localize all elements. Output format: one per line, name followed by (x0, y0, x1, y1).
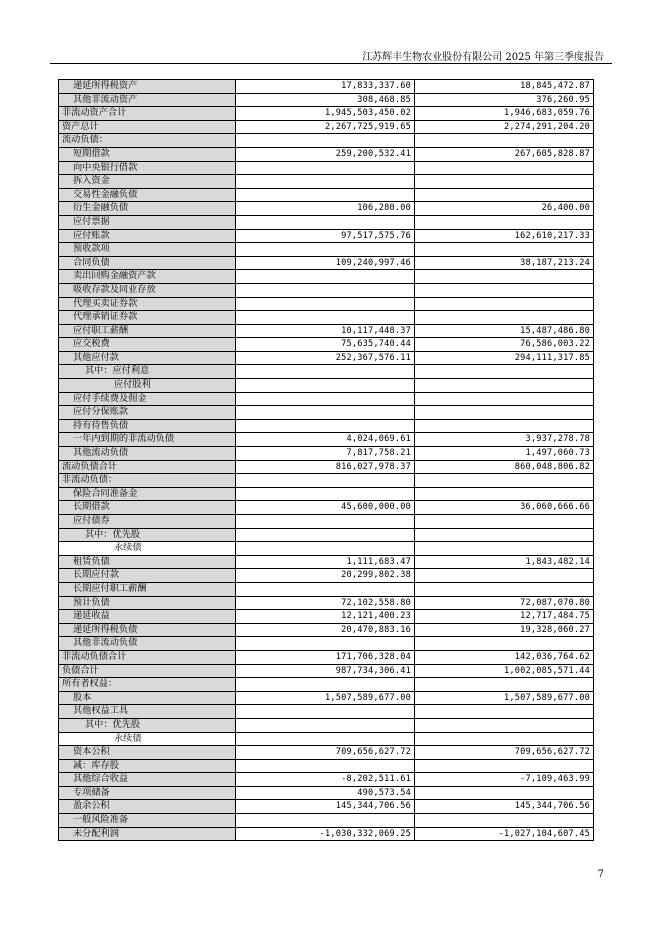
table-row (59, 175, 594, 189)
period-end-value (236, 718, 415, 732)
year-begin-value: 18,845,472.87 (415, 80, 594, 94)
row-label: 衍生金融负债 (59, 202, 236, 216)
period-end-value: 145,344,706.56 (236, 800, 415, 814)
balance-sheet-table (58, 79, 594, 841)
page-number: 7 (597, 869, 604, 880)
row-label: 吸收存款及同业存放 (59, 283, 236, 297)
year-begin-value: 76,586,003.22 (415, 338, 594, 352)
row-label: 卖出回购金融资产款 (59, 270, 236, 284)
year-begin-value: 1,497,060.73 (415, 447, 594, 461)
period-end-value (236, 582, 415, 596)
row-label: 非流动资产合计 (59, 107, 236, 121)
table-row (59, 120, 594, 134)
row-label: 租赁负债 (59, 555, 236, 569)
row-label: 减：库存股 (59, 759, 236, 773)
table-row (59, 718, 594, 732)
period-end-value: 97,517,575.76 (236, 229, 415, 243)
year-begin-value (415, 297, 594, 311)
row-label: 永续债 (59, 542, 236, 556)
table-row (59, 107, 594, 121)
period-end-value: 816,027,978.37 (236, 460, 415, 474)
table-row (59, 705, 594, 719)
period-end-value (236, 678, 415, 692)
year-begin-value (415, 215, 594, 229)
row-label: 所有者权益： (59, 678, 236, 692)
row-label: 保险合同准备金 (59, 487, 236, 501)
year-begin-value (415, 814, 594, 828)
year-begin-value: 3,937,278.78 (415, 433, 594, 447)
period-end-value (236, 283, 415, 297)
period-end-value (236, 365, 415, 379)
row-label: 其中：应付利息 (59, 365, 236, 379)
period-end-value: 709,656,627.72 (236, 746, 415, 760)
table-row (59, 188, 594, 202)
table-row (59, 270, 594, 284)
table-row (59, 637, 594, 651)
row-label: 流动负债： (59, 134, 236, 148)
year-begin-value (415, 406, 594, 420)
period-end-value: 4,024,069.61 (236, 433, 415, 447)
table-row (59, 419, 594, 433)
period-end-value: 1,507,589,677.00 (236, 691, 415, 705)
year-begin-value (415, 188, 594, 202)
table-row (59, 93, 594, 107)
table-row (59, 678, 594, 692)
table-row (59, 311, 594, 325)
table-row (59, 650, 594, 664)
table-row (59, 773, 594, 787)
year-begin-value: -7,109,463.99 (415, 773, 594, 787)
period-end-value (236, 215, 415, 229)
table-row (59, 80, 594, 94)
year-begin-value: 142,036,764.62 (415, 650, 594, 664)
row-label: 其中：优先股 (59, 718, 236, 732)
table-row (59, 351, 594, 365)
balance-sheet-body (59, 80, 594, 841)
year-begin-value: 267,605,828.87 (415, 147, 594, 161)
table-row (59, 623, 594, 637)
table-row (59, 134, 594, 148)
table-row (59, 732, 594, 746)
row-label: 其中：优先股 (59, 528, 236, 542)
table-row (59, 569, 594, 583)
row-label: 永续债 (59, 732, 236, 746)
row-label: 资产总计 (59, 120, 236, 134)
year-begin-value (415, 528, 594, 542)
period-end-value (236, 161, 415, 175)
year-begin-value: 38,187,213.24 (415, 256, 594, 270)
year-begin-value (415, 542, 594, 556)
row-label: 应付债券 (59, 515, 236, 529)
table-row (59, 610, 594, 624)
year-begin-value (415, 283, 594, 297)
period-end-value: 2,267,725,919.65 (236, 120, 415, 134)
row-label: 资本公积 (59, 746, 236, 760)
period-end-value (236, 406, 415, 420)
row-label: 股本 (59, 691, 236, 705)
year-begin-value: 1,002,085,571.44 (415, 664, 594, 678)
row-label: 应付手续费及佣金 (59, 392, 236, 406)
row-label: 长期应付款 (59, 569, 236, 583)
table-row (59, 161, 594, 175)
table-row (59, 786, 594, 800)
period-end-value: 20,470,883.16 (236, 623, 415, 637)
year-begin-value: 860,048,806.82 (415, 460, 594, 474)
report-header: 江苏辉丰生物农业股份有限公司 2025 年第三季度报告 (362, 52, 604, 63)
row-label: 负债合计 (59, 664, 236, 678)
period-end-value: 109,240,997.46 (236, 256, 415, 270)
period-end-value (236, 270, 415, 284)
year-begin-value (415, 270, 594, 284)
period-end-value: 45,600,000.00 (236, 501, 415, 515)
row-label: 长期应付职工薪酬 (59, 582, 236, 596)
table-row (59, 406, 594, 420)
period-end-value: 1,945,503,450.02 (236, 107, 415, 121)
year-begin-value (415, 392, 594, 406)
period-end-value (236, 392, 415, 406)
year-begin-value (415, 419, 594, 433)
table-row (59, 202, 594, 216)
row-label: 递延收益 (59, 610, 236, 624)
period-end-value (236, 637, 415, 651)
year-begin-value (415, 786, 594, 800)
period-end-value (236, 419, 415, 433)
period-end-value: 10,117,448.37 (236, 324, 415, 338)
period-end-value: 171,706,328.04 (236, 650, 415, 664)
period-end-value: 17,833,337.60 (236, 80, 415, 94)
period-end-value: 72,102,558.80 (236, 596, 415, 610)
year-begin-value: 376,260.95 (415, 93, 594, 107)
year-begin-value (415, 705, 594, 719)
header-rule (50, 63, 612, 64)
period-end-value: 308,468.85 (236, 93, 415, 107)
table-row (59, 297, 594, 311)
row-label: 非流动负债合计 (59, 650, 236, 664)
period-end-value: 20,299,802.38 (236, 569, 415, 583)
year-begin-value (415, 569, 594, 583)
row-label: 其他非流动资产 (59, 93, 236, 107)
period-end-value (236, 379, 415, 393)
row-label: 其他综合收益 (59, 773, 236, 787)
table-row (59, 542, 594, 556)
period-end-value: -8,202,511.61 (236, 773, 415, 787)
period-end-value: 252,367,576.11 (236, 351, 415, 365)
period-end-value: 75,635,740.44 (236, 338, 415, 352)
row-label: 应交税费 (59, 338, 236, 352)
row-label: 一年内到期的非流动负债 (59, 433, 236, 447)
period-end-value (236, 297, 415, 311)
row-label: 应付股利 (59, 379, 236, 393)
table-row (59, 474, 594, 488)
period-end-value: -1,030,332,069.25 (236, 827, 415, 841)
table-row (59, 501, 594, 515)
row-label: 代理承销证券款 (59, 311, 236, 325)
row-label: 长期借款 (59, 501, 236, 515)
table-row (59, 664, 594, 678)
period-end-value: 7,817,758.21 (236, 447, 415, 461)
table-row (59, 229, 594, 243)
year-begin-value: 1,946,683,059.76 (415, 107, 594, 121)
table-row (59, 365, 594, 379)
row-label: 拆入资金 (59, 175, 236, 189)
row-label: 合同负债 (59, 256, 236, 270)
row-label: 代理买卖证券款 (59, 297, 236, 311)
table-row (59, 147, 594, 161)
period-end-value (236, 188, 415, 202)
table-row (59, 515, 594, 529)
year-begin-value (415, 759, 594, 773)
year-begin-value: 36,060,666.66 (415, 501, 594, 515)
row-label: 专项储备 (59, 786, 236, 800)
year-begin-value (415, 637, 594, 651)
year-begin-value: 2,274,291,204.20 (415, 120, 594, 134)
row-label: 其他非流动负债 (59, 637, 236, 651)
table-row (59, 324, 594, 338)
year-begin-value: 19,328,060.27 (415, 623, 594, 637)
table-row (59, 555, 594, 569)
table-row (59, 691, 594, 705)
table-row (59, 746, 594, 760)
period-end-value (236, 759, 415, 773)
row-label: 应付票据 (59, 215, 236, 229)
period-end-value (236, 487, 415, 501)
row-label: 持有待售负债 (59, 419, 236, 433)
year-begin-value (415, 487, 594, 501)
period-end-value (236, 474, 415, 488)
row-label: 向中央银行借款 (59, 161, 236, 175)
row-label: 流动负债合计 (59, 460, 236, 474)
table-row (59, 215, 594, 229)
year-begin-value (415, 243, 594, 257)
year-begin-value (415, 379, 594, 393)
period-end-value (236, 542, 415, 556)
year-begin-value: -1,027,104,607.45 (415, 827, 594, 841)
row-label: 其他应付款 (59, 351, 236, 365)
row-label: 短期借款 (59, 147, 236, 161)
table-row (59, 582, 594, 596)
year-begin-value (415, 732, 594, 746)
table-row (59, 447, 594, 461)
row-label: 应付职工薪酬 (59, 324, 236, 338)
year-begin-value (415, 311, 594, 325)
year-begin-value: 72,087,070.80 (415, 596, 594, 610)
year-begin-value (415, 718, 594, 732)
period-end-value: 259,200,532.41 (236, 147, 415, 161)
year-begin-value: 15,487,486.80 (415, 324, 594, 338)
period-end-value: 1,111,683.47 (236, 555, 415, 569)
period-end-value (236, 732, 415, 746)
row-label: 预收款项 (59, 243, 236, 257)
period-end-value (236, 243, 415, 257)
row-label: 递延所得税资产 (59, 80, 236, 94)
year-begin-value (415, 474, 594, 488)
year-begin-value: 145,344,706.56 (415, 800, 594, 814)
table-row (59, 827, 594, 841)
period-end-value (236, 705, 415, 719)
table-row (59, 528, 594, 542)
table-row (59, 433, 594, 447)
period-end-value (236, 814, 415, 828)
table-row (59, 596, 594, 610)
period-end-value: 12,121,400.23 (236, 610, 415, 624)
table-row (59, 487, 594, 501)
table-row (59, 283, 594, 297)
period-end-value (236, 175, 415, 189)
year-begin-value: 709,656,627.72 (415, 746, 594, 760)
table-row (59, 800, 594, 814)
year-begin-value (415, 175, 594, 189)
row-label: 应付分保账款 (59, 406, 236, 420)
year-begin-value: 1,843,482.14 (415, 555, 594, 569)
period-end-value (236, 528, 415, 542)
year-begin-value (415, 365, 594, 379)
year-begin-value: 1,507,589,677.00 (415, 691, 594, 705)
period-end-value (236, 311, 415, 325)
year-begin-value (415, 678, 594, 692)
year-begin-value: 26,400.00 (415, 202, 594, 216)
table-row (59, 338, 594, 352)
period-end-value: 490,573.54 (236, 786, 415, 800)
row-label: 未分配利润 (59, 827, 236, 841)
period-end-value (236, 134, 415, 148)
row-label: 预计负债 (59, 596, 236, 610)
year-begin-value: 162,610,217.33 (415, 229, 594, 243)
table-row (59, 392, 594, 406)
row-label: 递延所得税负债 (59, 623, 236, 637)
table-row (59, 814, 594, 828)
period-end-value: 106,280.00 (236, 202, 415, 216)
table-row (59, 460, 594, 474)
row-label: 非流动负债： (59, 474, 236, 488)
period-end-value: 987,734,306.41 (236, 664, 415, 678)
year-begin-value: 12,717,484.75 (415, 610, 594, 624)
row-label: 交易性金融负债 (59, 188, 236, 202)
row-label: 其他流动负债 (59, 447, 236, 461)
table-row (59, 256, 594, 270)
period-end-value (236, 515, 415, 529)
year-begin-value (415, 161, 594, 175)
table-row (59, 379, 594, 393)
row-label: 其他权益工具 (59, 705, 236, 719)
year-begin-value: 294,111,317.85 (415, 351, 594, 365)
year-begin-value (415, 582, 594, 596)
table-row (59, 243, 594, 257)
row-label: 盈余公积 (59, 800, 236, 814)
row-label: 应付账款 (59, 229, 236, 243)
year-begin-value (415, 134, 594, 148)
table-row (59, 759, 594, 773)
row-label: 一般风险准备 (59, 814, 236, 828)
year-begin-value (415, 515, 594, 529)
